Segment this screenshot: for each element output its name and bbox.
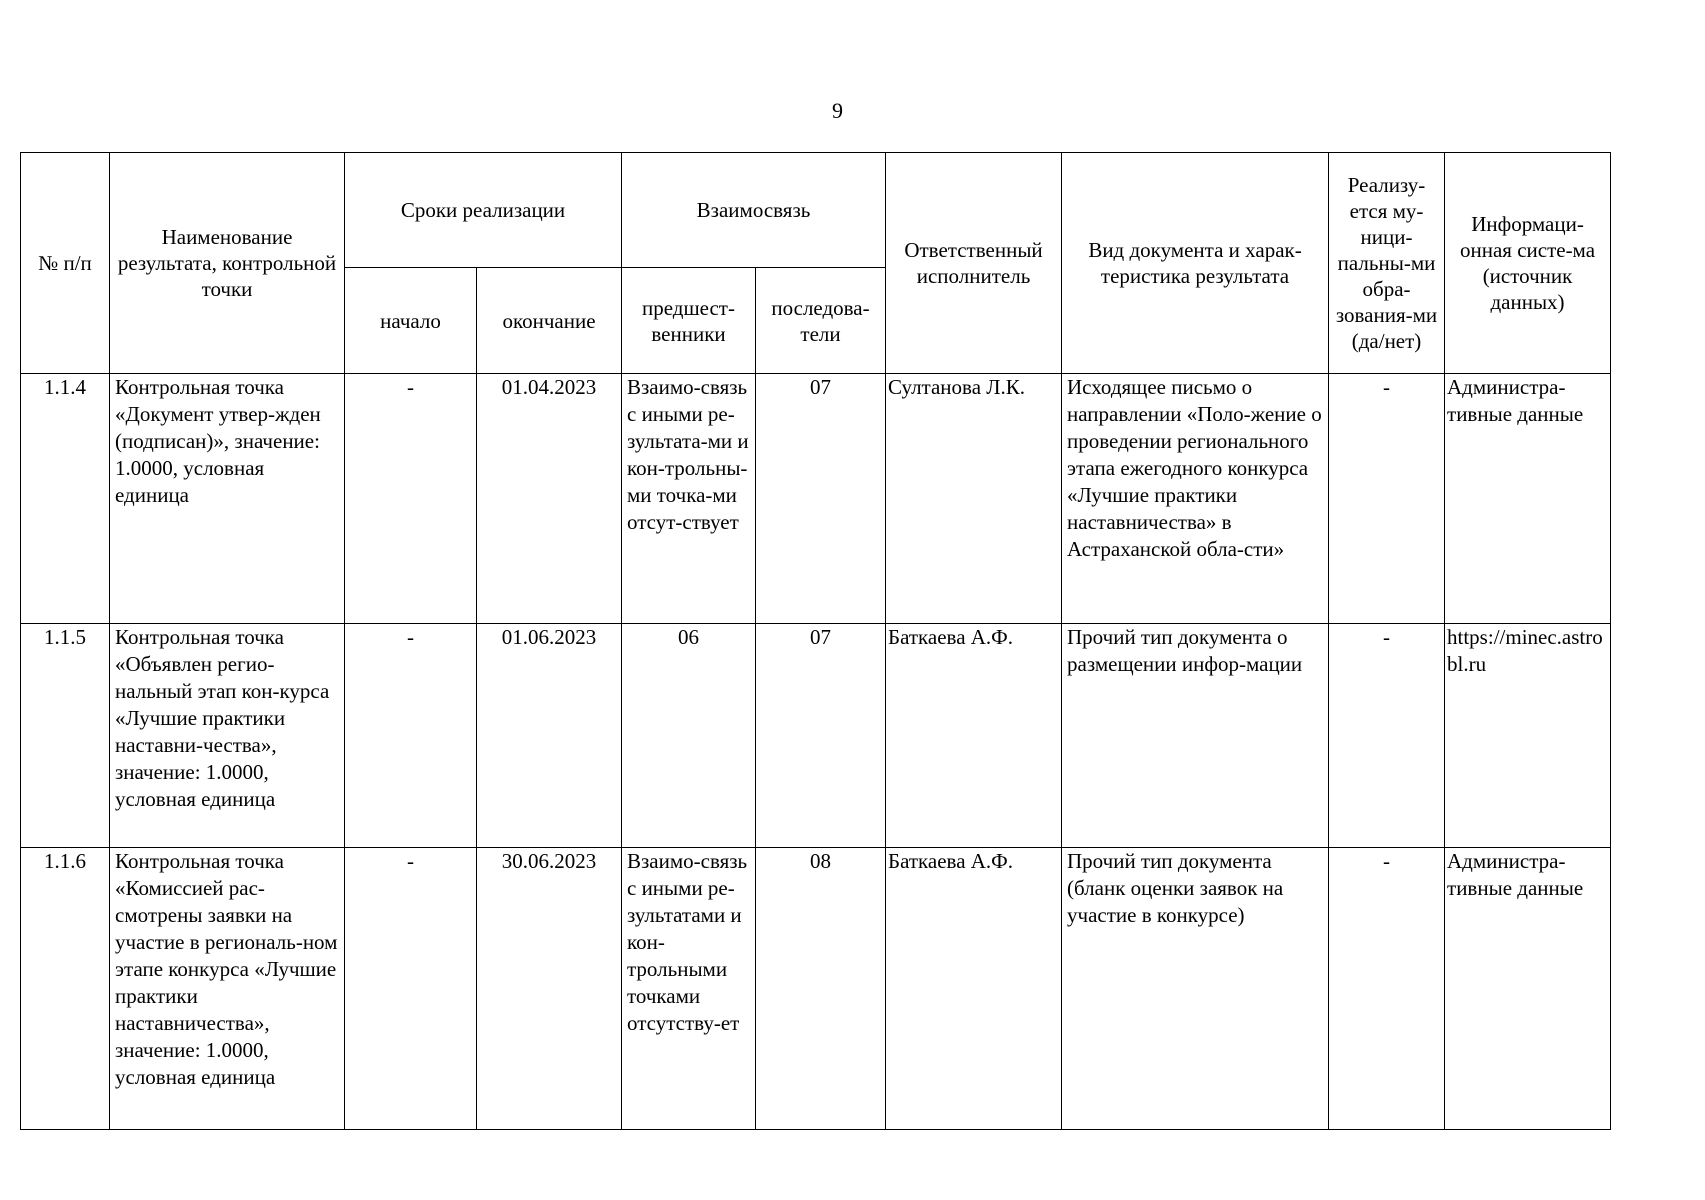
row-responsible: Султанова Л.К. bbox=[886, 374, 1062, 624]
row-name: Контрольная точка «Комиссией рас-смотрены заявки на участие в региональ-ном этапе конкурса «Лучшие практики наставничества», значение: 1.0000, условная единица bbox=[110, 848, 345, 1130]
header-link: Взаимосвязь bbox=[622, 153, 886, 268]
row-name: Контрольная точка «Объявлен регио-нальный этап кон-курса «Лучшие практики наставни-чества», значение: 1.0000, условная единица bbox=[110, 624, 345, 848]
row-infosystem: https://minec.astrobl.ru bbox=[1445, 624, 1611, 848]
header-terms: Сроки реализации bbox=[345, 153, 622, 268]
table-row bbox=[21, 624, 1611, 848]
row-document: Прочий тип документа (бланк оценки заявок на участие в конкурсе) bbox=[1062, 848, 1329, 1130]
header-end: окончание bbox=[477, 268, 622, 374]
row-municipal: - bbox=[1329, 624, 1445, 848]
row-end: 30.06.2023 bbox=[477, 848, 622, 1130]
row-end: 01.04.2023 bbox=[477, 374, 622, 624]
row-document: Прочий тип документа о размещении инфор-мации bbox=[1062, 624, 1329, 848]
header-municipal: Реализу-ется му-ници-пальны-ми обра-зования-ми (да/нет) bbox=[1329, 153, 1445, 374]
row-responsible: Баткаева А.Ф. bbox=[886, 624, 1062, 848]
row-successors: 07 bbox=[756, 624, 886, 848]
header-predecessors: предшест-венники bbox=[622, 268, 756, 374]
row-num: 1.1.4 bbox=[21, 374, 110, 624]
row-name: Контрольная точка «Документ утвер-жден (подписан)», значение: 1.0000, условная единица bbox=[110, 374, 345, 624]
row-infosystem: Администра-тивные данные bbox=[1445, 848, 1611, 1130]
row-successors: 08 bbox=[756, 848, 886, 1130]
table-row bbox=[21, 374, 1611, 624]
row-successors: 07 bbox=[756, 374, 886, 624]
table-row bbox=[21, 848, 1611, 1130]
header-infosystem: Информаци-онная систе-ма (источник данных) bbox=[1445, 153, 1611, 374]
header-responsible: Ответственный исполнитель bbox=[886, 153, 1062, 374]
row-start: - bbox=[345, 624, 477, 848]
row-document: Исходящее письмо о направлении «Поло-жение о проведении регионального этапа ежегодного конкурса «Лучшие практики наставничества» в Астраханской обла-сти» bbox=[1062, 374, 1329, 624]
header-start: начало bbox=[345, 268, 477, 374]
row-predecessors: Взаимо-связь с иными ре-зультата-ми и кон-трольны-ми точка-ми отсут-ствует bbox=[622, 374, 756, 624]
row-infosystem: Администра-тивные данные bbox=[1445, 374, 1611, 624]
header-document: Вид документа и харак-теристика результата bbox=[1062, 153, 1329, 374]
row-start: - bbox=[345, 374, 477, 624]
row-num: 1.1.6 bbox=[21, 848, 110, 1130]
row-municipal: - bbox=[1329, 374, 1445, 624]
header-num: № п/п bbox=[21, 153, 110, 374]
page-number: 9 bbox=[832, 98, 843, 123]
row-end: 01.06.2023 bbox=[477, 624, 622, 848]
row-num: 1.1.5 bbox=[21, 624, 110, 848]
row-start: - bbox=[345, 848, 477, 1130]
row-responsible: Баткаева А.Ф. bbox=[886, 848, 1062, 1130]
row-predecessors: Взаимо-связь с иными ре-зультатами и кон-трольными точками отсутству-ет bbox=[622, 848, 756, 1130]
control-points-table bbox=[20, 152, 1611, 1130]
header-successors: последова-тели bbox=[756, 268, 886, 374]
header-name: Наименование результата, контрольной точки bbox=[110, 153, 345, 374]
row-predecessors: 06 bbox=[622, 624, 756, 848]
row-municipal: - bbox=[1329, 848, 1445, 1130]
